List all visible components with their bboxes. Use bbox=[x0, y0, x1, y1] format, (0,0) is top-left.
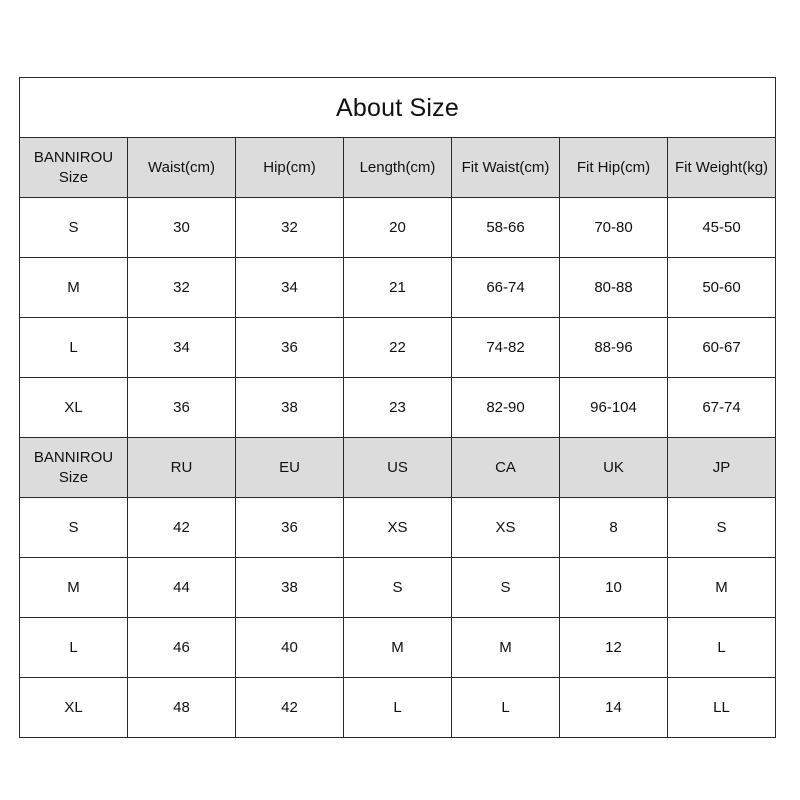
measurement-header-cell: Fit Waist(cm) bbox=[452, 138, 560, 198]
measurement-value-cell: 66-74 bbox=[452, 258, 560, 318]
conversion-value-cell: L bbox=[668, 618, 776, 678]
measurement-value-cell: 45-50 bbox=[668, 198, 776, 258]
measurement-value-cell: 36 bbox=[236, 318, 344, 378]
conversion-value-cell: M bbox=[344, 618, 452, 678]
conversion-value-cell: 48 bbox=[128, 678, 236, 738]
measurement-value-cell: 82-90 bbox=[452, 378, 560, 438]
conversion-value-cell: S bbox=[344, 558, 452, 618]
measurement-value-cell: 96-104 bbox=[560, 378, 668, 438]
measurement-size-cell: S bbox=[20, 198, 128, 258]
measurement-value-cell: 80-88 bbox=[560, 258, 668, 318]
conversion-value-cell: L bbox=[452, 678, 560, 738]
conversion-size-cell: S bbox=[20, 498, 128, 558]
measurement-value-cell: 32 bbox=[236, 198, 344, 258]
conversion-value-cell: 40 bbox=[236, 618, 344, 678]
measurement-value-cell: 88-96 bbox=[560, 318, 668, 378]
conversion-header-cell: UK bbox=[560, 438, 668, 498]
conversion-value-cell: S bbox=[452, 558, 560, 618]
size-chart-table bbox=[19, 77, 776, 738]
conversion-value-cell: 12 bbox=[560, 618, 668, 678]
measurement-header-cell: Fit Weight(kg) bbox=[668, 138, 776, 198]
measurement-value-cell: 36 bbox=[128, 378, 236, 438]
conversion-table-row bbox=[20, 498, 776, 558]
measurement-value-cell: 50-60 bbox=[668, 258, 776, 318]
measurement-value-cell: 38 bbox=[236, 378, 344, 438]
measurement-table-row bbox=[20, 318, 776, 378]
measurement-size-cell: XL bbox=[20, 378, 128, 438]
chart-title: About Size bbox=[20, 78, 776, 138]
measurement-header-cell: Hip(cm) bbox=[236, 138, 344, 198]
conversion-header-cell: BANNIROU Size bbox=[20, 438, 128, 498]
conversion-value-cell: 14 bbox=[560, 678, 668, 738]
measurement-value-cell: 60-67 bbox=[668, 318, 776, 378]
measurement-size-cell: M bbox=[20, 258, 128, 318]
measurement-value-cell: 32 bbox=[128, 258, 236, 318]
measurement-table-row bbox=[20, 378, 776, 438]
measurement-header-row bbox=[20, 138, 776, 198]
measurement-value-cell: 23 bbox=[344, 378, 452, 438]
conversion-value-cell: 46 bbox=[128, 618, 236, 678]
conversion-value-cell: XS bbox=[452, 498, 560, 558]
measurement-header-cell: BANNIROU Size bbox=[20, 138, 128, 198]
measurement-value-cell: 22 bbox=[344, 318, 452, 378]
measurement-header-cell: Waist(cm) bbox=[128, 138, 236, 198]
measurement-value-cell: 70-80 bbox=[560, 198, 668, 258]
measurement-value-cell: 58-66 bbox=[452, 198, 560, 258]
conversion-value-cell: M bbox=[668, 558, 776, 618]
conversion-value-cell: 10 bbox=[560, 558, 668, 618]
conversion-value-cell: 36 bbox=[236, 498, 344, 558]
measurement-table-row bbox=[20, 258, 776, 318]
conversion-value-cell: S bbox=[668, 498, 776, 558]
measurement-value-cell: 34 bbox=[128, 318, 236, 378]
conversion-value-cell: 42 bbox=[128, 498, 236, 558]
conversion-header-cell: US bbox=[344, 438, 452, 498]
measurement-value-cell: 21 bbox=[344, 258, 452, 318]
conversion-header-cell: RU bbox=[128, 438, 236, 498]
conversion-table-row bbox=[20, 678, 776, 738]
conversion-table-row bbox=[20, 558, 776, 618]
conversion-header-cell: CA bbox=[452, 438, 560, 498]
conversion-value-cell: XS bbox=[344, 498, 452, 558]
measurement-value-cell: 74-82 bbox=[452, 318, 560, 378]
conversion-value-cell: LL bbox=[668, 678, 776, 738]
measurement-value-cell: 34 bbox=[236, 258, 344, 318]
measurement-table-row bbox=[20, 198, 776, 258]
conversion-header-cell: EU bbox=[236, 438, 344, 498]
conversion-value-cell: 8 bbox=[560, 498, 668, 558]
conversion-value-cell: M bbox=[452, 618, 560, 678]
measurement-header-cell: Fit Hip(cm) bbox=[560, 138, 668, 198]
conversion-header-cell: JP bbox=[668, 438, 776, 498]
measurement-value-cell: 67-74 bbox=[668, 378, 776, 438]
measurement-value-cell: 20 bbox=[344, 198, 452, 258]
conversion-size-cell: XL bbox=[20, 678, 128, 738]
conversion-size-cell: M bbox=[20, 558, 128, 618]
measurement-value-cell: 30 bbox=[128, 198, 236, 258]
conversion-value-cell: 42 bbox=[236, 678, 344, 738]
conversion-header-row bbox=[20, 438, 776, 498]
conversion-table-row bbox=[20, 618, 776, 678]
conversion-value-cell: 44 bbox=[128, 558, 236, 618]
conversion-size-cell: L bbox=[20, 618, 128, 678]
conversion-value-cell: 38 bbox=[236, 558, 344, 618]
conversion-value-cell: L bbox=[344, 678, 452, 738]
measurement-header-cell: Length(cm) bbox=[344, 138, 452, 198]
measurement-size-cell: L bbox=[20, 318, 128, 378]
